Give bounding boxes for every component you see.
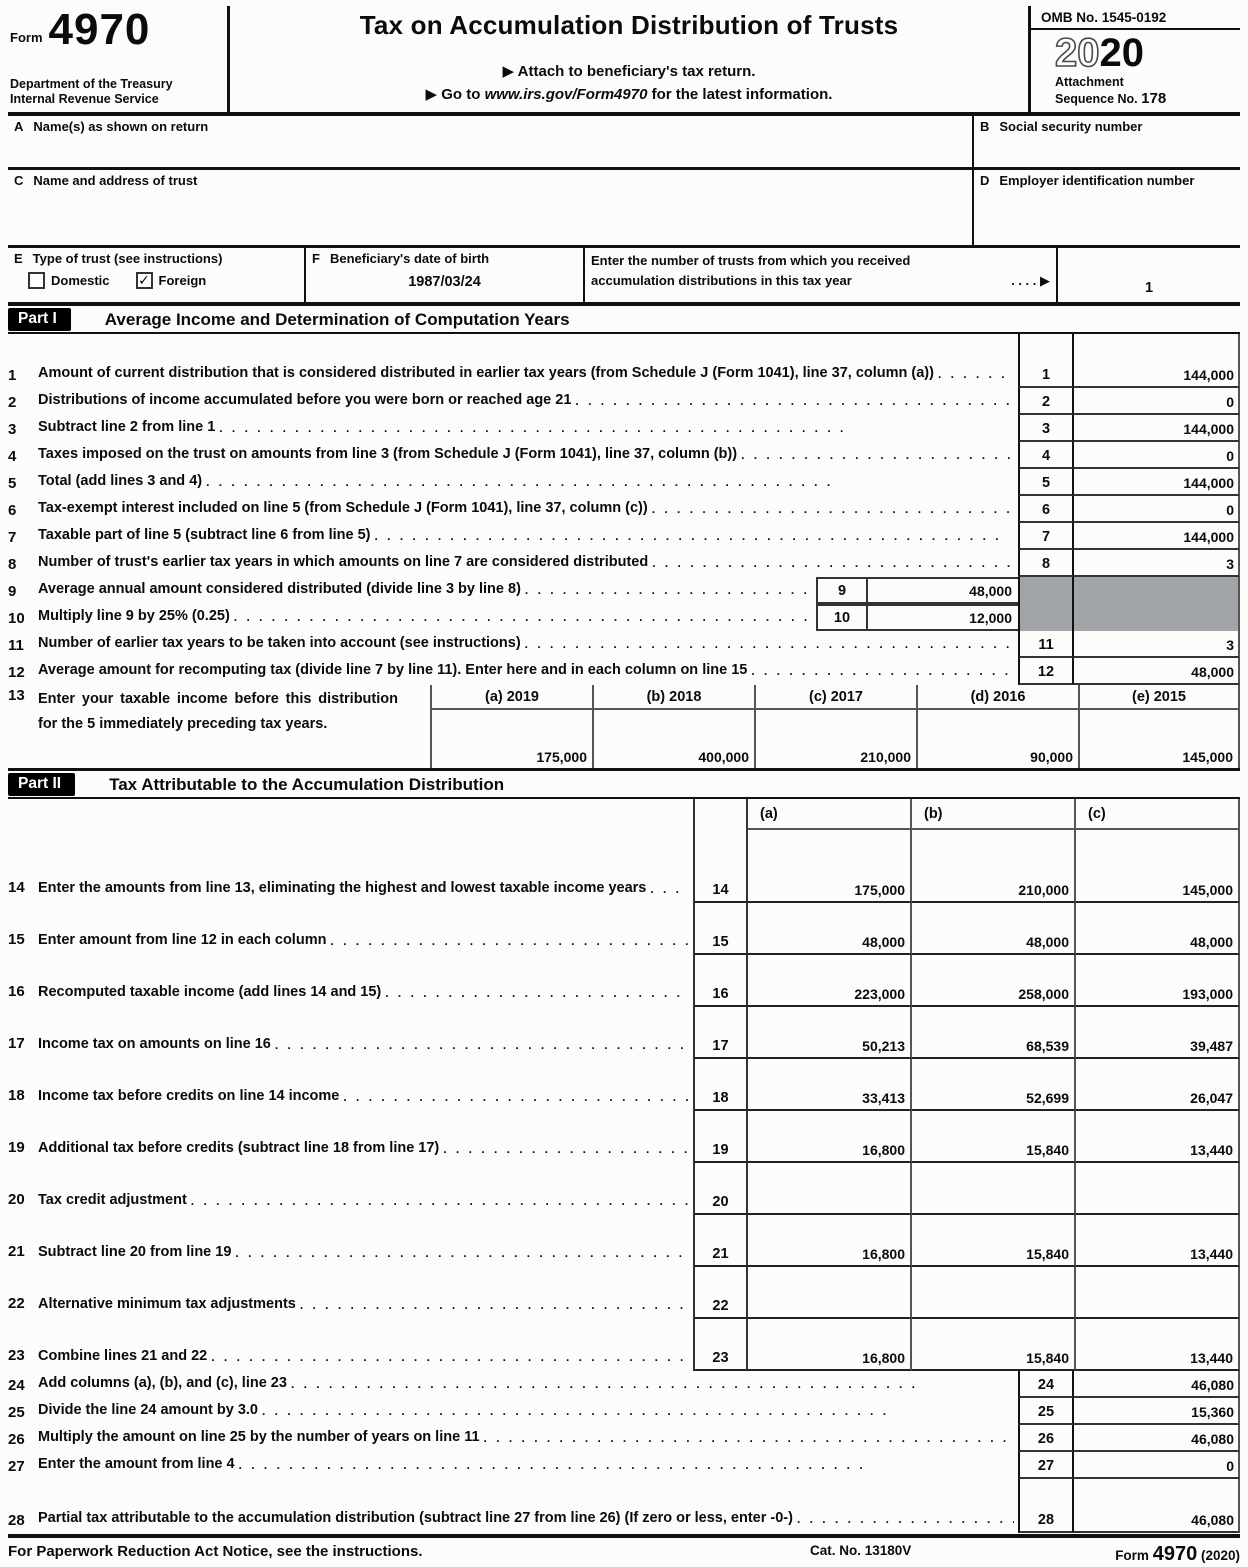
line16-box: 16 xyxy=(693,955,748,1007)
dob-section: F Beneficiary's date of birth 1987/03/24 xyxy=(304,248,583,302)
dot-leader xyxy=(275,1036,689,1055)
line14-box: 14 xyxy=(693,830,748,903)
year-bold: 20 xyxy=(1099,30,1144,75)
line17-label: Income tax on amounts on line 16 xyxy=(38,1035,271,1052)
line23-c-value[interactable]: 13,440 xyxy=(1076,1319,1240,1371)
department-line: Department of the Treasury xyxy=(10,76,173,91)
line16-label: Recomputed taxable income (add lines 14 and 15) xyxy=(38,983,382,1000)
line22-a-value[interactable] xyxy=(748,1267,912,1319)
line22-box: 22 xyxy=(693,1267,748,1319)
part1-line-3: 3 Subtract line 2 from line 1 . . 3 144,000 xyxy=(8,415,1240,442)
line18-c-value[interactable]: 26,047 xyxy=(1076,1059,1240,1111)
part1-title: Average Income and Determination of Computation Years xyxy=(104,309,570,329)
line11-box: 11 xyxy=(1018,631,1074,658)
arrow-right-icon: . . . . ▶ xyxy=(1011,272,1050,288)
dot-leader xyxy=(191,1192,689,1211)
trust-type-label: Type of trust (see instructions) xyxy=(32,251,223,266)
part2-line-18: 18 Income tax before credits on line 14 income . . 18 33,413 52,699 26,047 xyxy=(8,1059,1240,1111)
line10-label: Multiply line 9 by 25% (0.25) xyxy=(38,607,230,624)
line22-c-value[interactable] xyxy=(1076,1267,1240,1319)
form-footer-id: Form 4970 (2020) xyxy=(1115,1543,1240,1565)
line23-label: Combine lines 21 and 22 xyxy=(38,1347,208,1364)
line19-c-value[interactable]: 13,440 xyxy=(1076,1111,1240,1163)
line1-box: 1 xyxy=(1018,334,1074,388)
part1-header xyxy=(8,307,1240,334)
part1-line-8: 8 Number of trust's earlier tax years in which amounts on line 7 are considered distributed . . 8 3 xyxy=(8,550,1240,577)
line13-col-2015: (e) 2015 xyxy=(1080,685,1238,710)
part2-line-15: 15 Enter amount from line 12 in each column . . 15 48,000 48,000 48,000 xyxy=(8,903,1240,955)
line18-label: Income tax before credits on line 14 income xyxy=(38,1087,340,1104)
part2-line-26: 26 Multiply the amount on line 25 by the number of years on line 11 . . 26 46,080 xyxy=(8,1425,1240,1452)
line22-b-value[interactable] xyxy=(912,1267,1076,1319)
line13-label: Enter your taxable income before this distribution for the 5 immediately preceding tax years. xyxy=(38,691,398,733)
line26-value[interactable]: 46,080 xyxy=(1074,1425,1240,1452)
ssn-label: Social security number xyxy=(999,119,1143,134)
sequence-label: Sequence No. xyxy=(1055,92,1138,106)
line1-value[interactable]: 144,000 xyxy=(1074,334,1240,388)
dot-leader xyxy=(650,880,689,899)
line15-c-value[interactable]: 48,000 xyxy=(1076,903,1240,955)
line23-a-value[interactable]: 16,800 xyxy=(748,1319,912,1371)
name-on-return-field[interactable]: A Name(s) as shown on return xyxy=(14,119,209,134)
line25-box: 25 xyxy=(1018,1398,1074,1425)
part1-line-4: 4 Taxes imposed on the trust on amounts from line 3 (from Schedule J (Form 1041), line 37, column (b)) . . 4 0 xyxy=(8,442,1240,469)
line8-box: 8 xyxy=(1018,550,1074,577)
line28-value[interactable]: 46,080 xyxy=(1074,1479,1240,1533)
line9-box: 9 xyxy=(816,577,868,604)
line25-label: Divide the line 24 amount by 3.0 xyxy=(38,1401,258,1418)
part2-line-27: 27 Enter the amount from line 4 . . 27 0 xyxy=(8,1452,1240,1479)
dot-leader xyxy=(235,1244,689,1263)
line5-value[interactable]: 144,000 xyxy=(1074,469,1240,496)
line13-2016-value[interactable]: 90,000 xyxy=(1030,749,1073,765)
line21-a-value[interactable]: 16,800 xyxy=(748,1215,912,1267)
trust-name-address-field[interactable]: C Name and address of trust xyxy=(14,173,198,188)
line17-box: 17 xyxy=(693,1007,748,1059)
line5-box: 5 xyxy=(1018,469,1074,496)
line18-a-value[interactable]: 33,413 xyxy=(748,1059,912,1111)
line11-label: Number of earlier tax years to be taken into account (see instructions) xyxy=(38,634,521,651)
part2-line-24: 24 Add columns (a), (b), and (c), line 23 . . 24 46,080 xyxy=(8,1371,1240,1398)
col-c-header: (c) xyxy=(1076,799,1240,830)
part1-line-11: 11 Number of earlier tax years to be taken into account (see instructions) . . 11 3 xyxy=(8,631,1240,658)
num-trusts-label-2: accumulation distributions in this tax year xyxy=(591,272,852,288)
part2-badge: Part II xyxy=(8,773,75,796)
dob-label: Beneficiary's date of birth xyxy=(329,251,490,266)
line14-c-value[interactable]: 145,000 xyxy=(1076,830,1240,903)
line12-label: Average amount for recomputing tax (divide line 7 by line 11). Enter here and in each column on line 15 xyxy=(38,661,748,678)
line20-c-value[interactable] xyxy=(1076,1163,1240,1215)
line1-label: Amount of current distribution that is considered distributed in earlier tax years (from Schedule J (Form 1041), line 37, column (a)) xyxy=(38,364,934,381)
line14-label: Enter the amounts from line 13, eliminating the highest and lowest taxable income years xyxy=(38,879,647,896)
line17-c-value[interactable]: 39,487 xyxy=(1076,1007,1240,1059)
line19-b-value[interactable]: 15,840 xyxy=(912,1111,1076,1163)
line23-b-value[interactable]: 15,840 xyxy=(912,1319,1076,1371)
row-trust-ein xyxy=(8,170,1240,248)
dot-leader xyxy=(751,662,1014,681)
dot-leader xyxy=(219,419,1014,438)
line16-a-value[interactable]: 223,000 xyxy=(748,955,912,1007)
line13-col-2017: (c) 2017 xyxy=(756,685,916,710)
line7-value[interactable]: 144,000 xyxy=(1074,523,1240,550)
dot-leader xyxy=(375,527,1014,546)
ssn-field[interactable]: B Social security number xyxy=(972,116,1240,167)
service-line: Internal Revenue Service xyxy=(10,92,159,107)
line12-value[interactable]: 48,000 xyxy=(1074,658,1240,685)
dot-leader xyxy=(239,1456,1014,1475)
line26-label: Multiply the amount on line 25 by the number of years on line 11 xyxy=(38,1428,480,1445)
line15-b-value[interactable]: 48,000 xyxy=(912,903,1076,955)
line11-value[interactable]: 3 xyxy=(1074,631,1240,658)
part1-line-10: 10 Multiply line 9 by 25% (0.25) . . 10 12,000 xyxy=(8,604,1240,631)
line9-value[interactable]: 48,000 xyxy=(868,577,1018,604)
line8-value[interactable]: 3 xyxy=(1074,550,1240,577)
line23-box: 23 xyxy=(693,1319,748,1371)
line10-value[interactable]: 12,000 xyxy=(868,604,1018,631)
line2-label: Distributions of income accumulated before you were born or reached age 21 xyxy=(38,391,572,408)
part2-line-14: 14 Enter the amounts from line 13, eliminating the highest and lowest taxable income years . . 14 175,000 210,000 145,000 xyxy=(8,830,1240,903)
dot-leader xyxy=(797,1510,1014,1529)
domestic-checkbox[interactable] xyxy=(28,272,45,289)
tax-year xyxy=(1031,30,1240,75)
line12-box: 12 xyxy=(1018,658,1074,685)
col-b-header: (b) xyxy=(912,799,1076,830)
dot-leader xyxy=(234,608,812,627)
line13-2017-value[interactable]: 210,000 xyxy=(860,749,911,765)
line21-label: Subtract line 20 from line 19 xyxy=(38,1243,232,1260)
num-trusts-label-1: Enter the number of trusts from which you received xyxy=(591,253,911,268)
line13-2015-value[interactable]: 145,000 xyxy=(1182,749,1233,765)
line15-box: 15 xyxy=(693,903,748,955)
part2-line-21: 21 Subtract line 20 from line 19 . . 21 16,800 15,840 13,440 xyxy=(8,1215,1240,1267)
line5-label: Total (add lines 3 and 4) xyxy=(38,472,203,489)
line18-box: 18 xyxy=(693,1059,748,1111)
part1-line-9: 9 Average annual amount considered distributed (divide line 3 by line 8) . . 9 48,000 xyxy=(8,577,1240,604)
line18-b-value[interactable]: 52,699 xyxy=(912,1059,1076,1111)
line13-2018-value[interactable]: 400,000 xyxy=(698,749,749,765)
dot-leader xyxy=(385,984,689,1003)
part1-line-1: 1 Amount of current distribution that is considered distributed in earlier tax years (from Schedule J (Form 1041), line 37, column (a)) . . 1 144,000 xyxy=(8,334,1240,388)
line21-b-value[interactable]: 15,840 xyxy=(912,1215,1076,1267)
shaded-cell xyxy=(1074,577,1240,604)
dob-value[interactable]: 1987/03/24 xyxy=(408,274,481,290)
line6-value[interactable]: 0 xyxy=(1074,496,1240,523)
part2-line-23: 23 Combine lines 21 and 22 . . 23 16,800 15,840 13,440 xyxy=(8,1319,1240,1371)
form-number: 4970 xyxy=(48,5,151,54)
line14-a-value[interactable]: 175,000 xyxy=(748,830,912,903)
line19-a-value[interactable]: 16,800 xyxy=(748,1111,912,1163)
part1-line-13: 13 Enter your taxable income before this distribution for the 5 immediately preceding tax years. (a) 2019 175,000 (b) 2018 400,000 (c) 2017 210,000 (d) 2016 90,000 (e) 2015 145,000 xyxy=(8,685,1240,771)
dot-leader xyxy=(443,1140,689,1159)
line19-box: 19 xyxy=(693,1111,748,1163)
line4-value[interactable]: 0 xyxy=(1074,442,1240,469)
part1-line-12: 12 Average amount for recomputing tax (divide line 7 by line 11). Enter here and in each column on line 15 . . 12 48,000 xyxy=(8,658,1240,685)
line3-value[interactable]: 144,000 xyxy=(1074,415,1240,442)
line6-box: 6 xyxy=(1018,496,1074,523)
shaded-cell xyxy=(1074,604,1240,631)
omb-block xyxy=(1028,6,1240,112)
line7-box: 7 xyxy=(1018,523,1074,550)
line4-box: 4 xyxy=(1018,442,1074,469)
row-trust-type xyxy=(8,248,1240,306)
part1-line-2: 2 Distributions of income accumulated before you were born or reached age 21 . . 2 0 xyxy=(8,388,1240,415)
dot-leader xyxy=(262,1402,1014,1421)
line28-box: 28 xyxy=(1018,1479,1074,1533)
line13-col-2019: (a) 2019 xyxy=(432,685,592,710)
name-on-return-label: Name(s) as shown on return xyxy=(33,119,209,134)
form-header xyxy=(8,6,1240,116)
line8-label: Number of trust's earlier tax years in which amounts on line 7 are considered distributed xyxy=(38,553,649,570)
form-word: Form xyxy=(10,30,43,45)
title-block xyxy=(230,6,1028,112)
line2-box: 2 xyxy=(1018,388,1074,415)
part1-line-7: 7 Taxable part of line 5 (subtract line 6 from line 5) . . 7 144,000 xyxy=(8,523,1240,550)
line26-box: 26 xyxy=(1018,1425,1074,1452)
line14-b-value[interactable]: 210,000 xyxy=(912,830,1076,903)
num-trusts-section xyxy=(583,248,1056,302)
part2-header xyxy=(8,772,1240,799)
line13-year-table xyxy=(430,685,1240,768)
dot-leader xyxy=(211,1348,689,1367)
omb-number: OMB No. 1545-0192 xyxy=(1031,6,1240,30)
dot-leader xyxy=(206,473,1014,492)
line3-label: Subtract line 2 from line 1 xyxy=(38,418,216,435)
dot-leader xyxy=(484,1429,1014,1448)
line21-box: 21 xyxy=(693,1215,748,1267)
part1-line-6: 6 Tax-exempt interest included on line 5 (from Schedule J (Form 1041), line 37, column (c)) . . 6 0 xyxy=(8,496,1240,523)
part2-line-16: 16 Recomputed taxable income (add lines 14 and 15) . . 16 223,000 258,000 193,000 xyxy=(8,955,1240,1007)
line13-col-2016: (d) 2016 xyxy=(918,685,1078,710)
line22-label: Alternative minimum tax adjustments xyxy=(38,1295,296,1312)
line16-c-value[interactable]: 193,000 xyxy=(1076,955,1240,1007)
line16-b-value[interactable]: 258,000 xyxy=(912,955,1076,1007)
line27-label: Enter the amount from line 4 xyxy=(38,1455,235,1472)
foreign-checkbox[interactable]: ✓ xyxy=(136,272,153,289)
part1-badge: Part I xyxy=(8,308,71,331)
line13-col-2018: (b) 2018 xyxy=(594,685,754,710)
form-footer xyxy=(8,1534,1240,1566)
line20-label: Tax credit adjustment xyxy=(38,1191,187,1208)
part2-line-22: 22 Alternative minimum tax adjustments . . 22 xyxy=(8,1267,1240,1319)
dot-leader xyxy=(330,932,689,951)
line20-a-value[interactable] xyxy=(748,1163,912,1215)
line24-box: 24 xyxy=(1018,1371,1074,1398)
ein-label: Employer identification number xyxy=(999,173,1195,188)
col-a-header: (a) xyxy=(748,799,912,830)
part2-line-19: 19 Additional tax before credits (subtract line 18 from line 17) . . 19 16,800 15,840 13,440 xyxy=(8,1111,1240,1163)
shaded-cell xyxy=(1018,604,1074,631)
dot-leader xyxy=(300,1296,689,1315)
paperwork-notice: For Paperwork Reduction Act Notice, see the instructions. xyxy=(8,1543,423,1560)
line19-label: Additional tax before credits (subtract line 18 from line 17) xyxy=(38,1139,440,1156)
part2-column-headers xyxy=(8,799,1240,830)
sequence-number: 178 xyxy=(1141,90,1167,107)
trust-name-address-label: Name and address of trust xyxy=(33,173,198,188)
part2-line-28: 28 Partial tax attributable to the accumulation distribution (subtract line 27 from line 26) (If zero or less, enter -0-) . . 28 46,080 xyxy=(8,1479,1240,1533)
dot-leader xyxy=(938,365,1014,384)
line15-a-value[interactable]: 48,000 xyxy=(748,903,912,955)
trust-type-section: E Type of trust (see instructions) Domestic ✓ Foreign xyxy=(14,251,223,288)
year-outline: 20 xyxy=(1055,30,1100,75)
shaded-cell xyxy=(1018,577,1074,604)
part2-title: Tax Attributable to the Accumulation Distribution xyxy=(109,774,505,794)
part2-line-25: 25 Divide the line 24 amount by 3.0 . . 25 15,360 xyxy=(8,1398,1240,1425)
line17-b-value[interactable]: 68,539 xyxy=(912,1007,1076,1059)
domestic-label: Domestic xyxy=(51,273,110,288)
dot-leader xyxy=(525,635,1014,654)
dot-leader xyxy=(652,500,1014,519)
form-title: Tax on Accumulation Distribution of Trusts xyxy=(359,10,899,40)
line21-c-value[interactable]: 13,440 xyxy=(1076,1215,1240,1267)
line15-label: Enter amount from line 12 in each column xyxy=(38,931,327,948)
line7-label: Taxable part of line 5 (subtract line 6 from line 5) xyxy=(38,526,371,543)
line27-box: 27 xyxy=(1018,1452,1074,1479)
form-number-block xyxy=(8,6,230,112)
line13-2019-value[interactable]: 175,000 xyxy=(536,749,587,765)
ein-field[interactable]: D Employer identification number xyxy=(972,170,1240,245)
part2-line-17: 17 Income tax on amounts on line 16 . . 17 50,213 68,539 39,487 xyxy=(8,1007,1240,1059)
part1-line-5: 5 Total (add lines 3 and 4) . . 5 144,000 xyxy=(8,469,1240,496)
line6-label: Tax-exempt interest included on line 5 (from Schedule J (Form 1041), line 37, column (c)) xyxy=(38,499,648,516)
dot-leader xyxy=(741,446,1014,465)
line24-label: Add columns (a), (b), and (c), line 23 xyxy=(38,1374,287,1391)
irs-url: www.irs.gov/Form4970 xyxy=(484,85,648,103)
dot-leader xyxy=(525,581,812,600)
line25-value[interactable]: 15,360 xyxy=(1074,1398,1240,1425)
dot-leader xyxy=(291,1375,1014,1394)
line28-label: Partial tax attributable to the accumulation distribution (subtract line 27 from line 26) (If zero or less, enter -0-) xyxy=(38,1509,793,1526)
line9-label: Average annual amount considered distributed (divide line 3 by line 8) xyxy=(38,580,521,597)
attach-instruction: ▶ Attach to beneficiary's tax return. xyxy=(502,62,756,80)
dot-leader xyxy=(652,554,1014,573)
line20-b-value[interactable] xyxy=(912,1163,1076,1215)
line24-value[interactable]: 46,080 xyxy=(1074,1371,1240,1398)
line10-box: 10 xyxy=(816,604,868,631)
catalog-number: Cat. No. 13180V xyxy=(810,1543,912,1558)
foreign-label: Foreign xyxy=(158,273,207,288)
goto-instruction: ▶ Go to www.irs.gov/Form4970 for the latest information. xyxy=(425,85,833,103)
num-trusts-value[interactable]: 1 xyxy=(1056,248,1240,302)
line4-label: Taxes imposed on the trust on amounts from line 3 (from Schedule J (Form 1041), line 37, column (b)) xyxy=(38,445,738,462)
line3-box: 3 xyxy=(1018,415,1074,442)
line2-value[interactable]: 0 xyxy=(1074,388,1240,415)
dot-leader xyxy=(575,392,1014,411)
line17-a-value[interactable]: 50,213 xyxy=(748,1007,912,1059)
dot-leader xyxy=(343,1088,689,1107)
row-name-ssn xyxy=(8,116,1240,170)
line27-value[interactable]: 0 xyxy=(1074,1452,1240,1479)
part2-line-20: 20 Tax credit adjustment . . 20 xyxy=(8,1163,1240,1215)
attachment-label: Attachment xyxy=(1055,75,1124,89)
line20-box: 20 xyxy=(693,1163,748,1215)
